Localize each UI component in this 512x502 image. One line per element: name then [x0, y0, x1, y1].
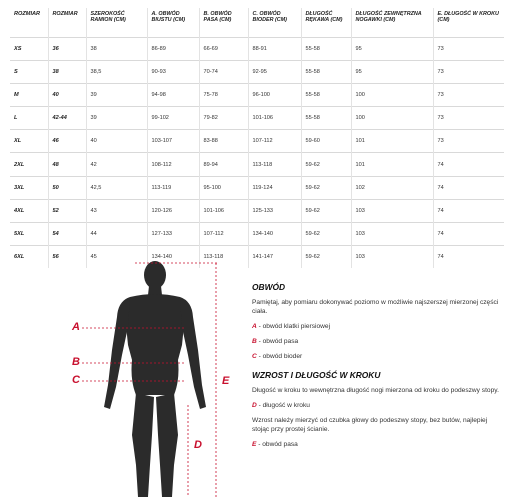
table-cell: 101	[351, 153, 433, 176]
table-cell: 141-147	[248, 245, 301, 268]
table-cell: 54	[48, 222, 86, 245]
legend-b-text: - obwód pasa	[256, 338, 299, 345]
legend-b	[252, 337, 502, 346]
legend-e	[252, 440, 502, 449]
table-cell: 39	[86, 84, 147, 107]
label-e: E	[222, 375, 230, 387]
table-cell: S	[10, 61, 48, 84]
table-row	[10, 61, 504, 84]
table-row	[10, 153, 504, 176]
table-cell: 55-58	[301, 61, 351, 84]
table-cell: 94-98	[147, 84, 199, 107]
table-cell: 89-94	[199, 153, 248, 176]
table-row	[10, 176, 504, 199]
table-cell: 101-106	[248, 107, 301, 130]
table-cell: 95	[351, 38, 433, 61]
legend-d	[252, 401, 502, 410]
table-cell: 101	[351, 130, 433, 153]
table-cell: L	[10, 107, 48, 130]
table-cell: 42	[86, 153, 147, 176]
table-cell: 3XL	[10, 176, 48, 199]
table-cell: 100	[351, 107, 433, 130]
table-cell: 73	[433, 84, 504, 107]
table-cell: 88-91	[248, 38, 301, 61]
table-cell: 45	[86, 245, 147, 268]
table-row	[10, 84, 504, 107]
table-cell: 108-112	[147, 153, 199, 176]
table-cell: 73	[433, 38, 504, 61]
table-cell: 73	[433, 107, 504, 130]
table-cell: 73	[433, 130, 504, 153]
table-cell: 107-112	[248, 130, 301, 153]
legend-c-text: - obwód bioder	[256, 353, 303, 360]
table-cell: 103	[351, 199, 433, 222]
legend-c-letter: C	[252, 353, 257, 360]
table-cell: 59-62	[301, 176, 351, 199]
legend-c	[252, 352, 502, 361]
legend-a-text: - obwód klatki piersiowej	[256, 323, 331, 330]
table-cell: 59-62	[301, 245, 351, 268]
table-cell: 99-102	[147, 107, 199, 130]
circumference-text: Pamiętaj, aby pomiaru dokonywać poziomo w możliwie najszerszej mierzonej części ciała.	[252, 299, 499, 315]
table-row	[10, 130, 504, 153]
table-cell: 74	[433, 199, 504, 222]
table-cell: 59-60	[301, 130, 351, 153]
table-cell: 107-112	[199, 222, 248, 245]
table-row	[10, 222, 504, 245]
table-cell: 56	[48, 245, 86, 268]
table-cell: 127-133	[147, 222, 199, 245]
header-shoulder-width: SZEROKOŚĆ RAMION (CM)	[86, 8, 147, 38]
table-cell: 113-118	[248, 153, 301, 176]
table-cell: XS	[10, 38, 48, 61]
table-cell: 113-119	[147, 176, 199, 199]
table-cell: 96-100	[248, 84, 301, 107]
table-cell: 38	[48, 61, 86, 84]
header-inseam: E. DŁUGOŚĆ W KROKU (CM)	[433, 8, 504, 38]
table-cell: 134-140	[248, 222, 301, 245]
table-cell: 48	[48, 153, 86, 176]
legend-d-letter: D	[252, 402, 257, 409]
legend-a	[252, 322, 502, 331]
header-sleeve: DŁUGOŚĆ RĘKAWA (CM)	[301, 8, 351, 38]
table-cell: 4XL	[10, 199, 48, 222]
circumference-title: OBWÓD	[252, 282, 286, 292]
table-cell: 125-133	[248, 199, 301, 222]
table-cell: 95	[351, 61, 433, 84]
table-row	[10, 199, 504, 222]
table-cell: 40	[48, 84, 86, 107]
table-cell: 70-74	[199, 61, 248, 84]
label-c: C	[72, 374, 80, 386]
table-cell: 74	[433, 222, 504, 245]
table-cell: 6XL	[10, 245, 48, 268]
table-cell: 59-62	[301, 199, 351, 222]
table-cell: 55-58	[301, 84, 351, 107]
header-waist: B. OBWÓD PASA (CM)	[199, 8, 248, 38]
table-cell: 90-93	[147, 61, 199, 84]
table-cell: 100	[351, 84, 433, 107]
header-size-number: ROZMIAR	[48, 8, 86, 38]
table-cell: 42-44	[48, 107, 86, 130]
legend-d-text: - długość w kroku	[256, 402, 310, 409]
table-cell: 50	[48, 176, 86, 199]
header-chest: A. OBWÓD BIUSTU (CM)	[147, 8, 199, 38]
table-cell: 2XL	[10, 153, 48, 176]
label-d: D	[194, 439, 202, 451]
table-row	[10, 38, 504, 61]
table-cell: 46	[48, 130, 86, 153]
body-measurement-figure	[60, 255, 260, 497]
table-cell: 44	[86, 222, 147, 245]
table-cell: 40	[86, 130, 147, 153]
table-cell: 59-62	[301, 222, 351, 245]
table-cell: 43	[86, 199, 147, 222]
label-a: A	[72, 321, 80, 333]
table-cell: 86-89	[147, 38, 199, 61]
table-cell: 103-107	[147, 130, 199, 153]
table-cell: 103	[351, 222, 433, 245]
legend-e-letter: E	[252, 441, 257, 448]
table-cell: 38	[86, 38, 147, 61]
table-cell: 119-124	[248, 176, 301, 199]
table-cell: 59-62	[301, 153, 351, 176]
table-cell: 92-95	[248, 61, 301, 84]
legend-e-text: - obwód pasa	[256, 441, 298, 448]
table-cell: 113-118	[199, 245, 248, 268]
table-cell: 36	[48, 38, 86, 61]
table-cell: 95-100	[199, 176, 248, 199]
table-cell: 102	[351, 176, 433, 199]
height-text-2: Wzrost należy mierzyć od czubka głowy do podeszwy stopy, bez butów, najlepiej stojąc przy prostej ścianie.	[252, 417, 488, 433]
table-cell: 75-78	[199, 84, 248, 107]
header-size: ROZMIAR	[14, 11, 41, 17]
table-cell: 79-82	[199, 107, 248, 130]
legend-a-letter: A	[252, 323, 257, 330]
table-cell: 101-106	[199, 199, 248, 222]
table-cell: XL	[10, 130, 48, 153]
table-cell: 103	[351, 245, 433, 268]
table-cell: 74	[433, 245, 504, 268]
table-cell: 134-140	[147, 245, 199, 268]
header-outer-leg: DŁUGOŚĆ ZEWNĘTRZNA NOGAWKI (CM)	[351, 8, 433, 38]
header-hips: C. OBWÓD BIODER (CM)	[248, 8, 301, 38]
legend-b-letter: B	[252, 338, 257, 345]
table-cell: 66-69	[199, 38, 248, 61]
height-text: Długość w kroku to wewnętrzna długość nogi mierzona od kroku do podeszwy stopy.	[252, 387, 499, 394]
table-row	[10, 107, 504, 130]
table-cell: M	[10, 84, 48, 107]
table-cell: 120-126	[147, 199, 199, 222]
table-cell: 55-58	[301, 38, 351, 61]
label-b: B	[72, 356, 80, 368]
table-cell: 83-88	[199, 130, 248, 153]
table-header-row	[10, 8, 504, 38]
table-cell: 74	[433, 176, 504, 199]
human-silhouette-icon	[60, 255, 260, 497]
table-cell: 73	[433, 61, 504, 84]
table-cell: 55-58	[301, 107, 351, 130]
table-cell: 39	[86, 107, 147, 130]
table-cell: 38,5	[86, 61, 147, 84]
table-cell: 5XL	[10, 222, 48, 245]
table-cell: 52	[48, 199, 86, 222]
size-table	[10, 8, 504, 268]
table-cell: 74	[433, 153, 504, 176]
table-cell: 42,5	[86, 176, 147, 199]
measurement-info	[252, 283, 502, 455]
height-title: WZROST I DŁUGOŚĆ W KROKU	[252, 370, 381, 380]
